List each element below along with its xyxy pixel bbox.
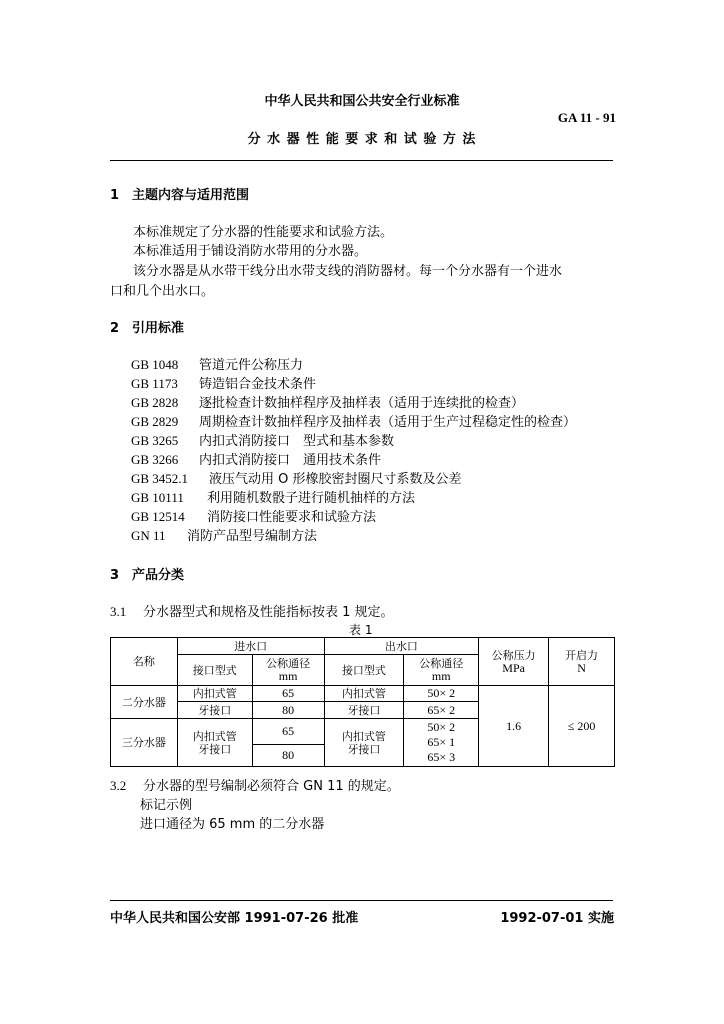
- force-value: ≤ 200: [549, 686, 615, 767]
- row-2way-outlet-conn-b: 牙接口: [324, 702, 404, 719]
- reference-title: 铸造铝合金技术条件: [199, 377, 317, 392]
- row-3way-outlet-conn-a: 内扣式管: [341, 729, 386, 743]
- reference-code: GB 1173: [131, 376, 178, 391]
- example-text: 进口通径为 65 mm 的二分水器: [140, 817, 325, 832]
- row-2way-outlet-50: 50× 2: [404, 686, 479, 702]
- section-3-heading: 3 产品分类: [110, 568, 185, 583]
- header-rule: [110, 160, 613, 161]
- reference-item: [131, 354, 303, 373]
- reference-title: 管道元件公称压力: [199, 358, 304, 373]
- row-2way-inlet-dia-80: 80: [252, 702, 324, 719]
- row-3way-inlet-dia-80: 80: [252, 745, 324, 767]
- section-1-para-3-line-2: 口和几个出水口。: [110, 284, 215, 299]
- row-3way-inlet-conn: [177, 719, 252, 767]
- effective-date: 1992-07-01 实施: [500, 911, 614, 926]
- reference-code: GB 3265: [131, 433, 179, 448]
- section-1-para-2: 本标准适用于铺设消防水带用的分水器。: [133, 244, 368, 259]
- reference-code: GB 3452.1: [131, 471, 189, 486]
- section-1-para-3-line-1: 该分水器是从水带干线分出水带支线的消防器材。每一个分水器有一个进水: [133, 264, 563, 279]
- reference-title: 逐批检查计数抽样程序及抽样表（适用于连续批的检查）: [199, 396, 525, 411]
- reference-item: [131, 449, 381, 468]
- reference-title: 利用随机数骰子进行随机抽样的方法: [207, 491, 416, 506]
- section-2-heading: 2 引用标准: [110, 321, 185, 336]
- standard-code: GA 11 - 91: [557, 110, 616, 125]
- header-outlet: 出水口: [324, 638, 479, 655]
- row-3way-outlet-conn: [324, 719, 404, 767]
- reference-title: 内扣式消防接口 型式和基本参数: [199, 434, 395, 449]
- row-3way-inlet-dia-65: 65: [252, 719, 324, 745]
- row-3way-name: 三分水器: [111, 719, 178, 767]
- clause-text: 分水器型式和规格及性能指标按表 1 规定。: [143, 605, 394, 620]
- clause-3-1: [110, 601, 394, 620]
- header-inlet-conn: 接口型式: [177, 655, 252, 686]
- header-inlet-dia-label: 公称通径: [266, 657, 311, 670]
- reference-code: GB 12514: [131, 509, 185, 524]
- header-force-unit: N: [577, 660, 586, 675]
- clause-number: 3.1: [110, 604, 127, 619]
- reference-item: [131, 525, 317, 544]
- reference-title: 液压气动用 O 形橡胶密封圈尺寸系数及公差: [209, 472, 462, 487]
- header-pressure: [479, 638, 549, 686]
- section-1-heading: 1 主题内容与适用范围: [110, 188, 250, 203]
- row-3way-outlet-dia: [404, 719, 479, 767]
- row-2way-inlet-dia-65: 65: [252, 686, 324, 702]
- reference-item: [131, 392, 524, 411]
- row-2way-name: 二分水器: [111, 686, 178, 719]
- pressure-value: 1.6: [479, 686, 549, 767]
- header-inlet: 进水口: [177, 638, 324, 655]
- footer-rule: [110, 900, 613, 901]
- example-label: 标记示例: [140, 798, 193, 813]
- reference-item: [131, 373, 316, 392]
- reference-item: [131, 506, 376, 525]
- clause-text: 分水器的型号编制必须符合 GN 11 的规定。: [143, 779, 400, 794]
- issuer-title: 中华人民共和国公共安全行业标准: [264, 94, 460, 109]
- reference-item: [131, 430, 394, 449]
- reference-code: GB 1048: [131, 357, 179, 372]
- reference-title: 内扣式消防接口 通用技术条件: [199, 453, 382, 468]
- reference-code: GB 10111: [131, 490, 184, 505]
- reference-code: GB 2829: [131, 414, 179, 429]
- row-3way-outlet-conn-b: 牙接口: [347, 742, 381, 756]
- document-title: 分 水 器 性 能 要 求 和 试 验 方 法: [247, 132, 477, 147]
- reference-item: [131, 487, 415, 506]
- header-outlet-dia: [404, 655, 479, 686]
- reference-code: GB 2828: [131, 395, 179, 410]
- clause-number: 3.2: [110, 778, 127, 793]
- reference-item: [131, 411, 576, 430]
- row-3way-outlet-65-3: 65× 3: [427, 750, 456, 764]
- spec-table: [110, 637, 615, 767]
- header-outlet-dia-unit: mm: [431, 669, 451, 683]
- row-3way-inlet-conn-b: 牙接口: [198, 742, 232, 756]
- header-pressure-unit: MPa: [502, 660, 525, 675]
- row-3way-inlet-conn-a: 内扣式管: [192, 729, 237, 743]
- section-1-para-1: 本标准规定了分水器的性能要求和试验方法。: [133, 225, 394, 240]
- header-inlet-dia: [252, 655, 324, 686]
- row-2way-inlet-conn-b: 牙接口: [177, 702, 252, 719]
- row-2way-outlet-65: 65× 2: [404, 702, 479, 719]
- reference-title: 消防接口性能要求和试验方法: [207, 510, 377, 525]
- header-pressure-label: 公称压力: [491, 648, 536, 662]
- clause-3-2: [110, 775, 400, 794]
- table-caption: 表 1: [349, 623, 373, 637]
- reference-title: 消防产品型号编制方法: [187, 529, 318, 544]
- header-outlet-conn: 接口型式: [324, 655, 404, 686]
- reference-code: GN 11: [131, 528, 166, 543]
- header-name: 名称: [111, 638, 178, 686]
- row-3way-outlet-50: 50× 2: [427, 720, 456, 734]
- reference-item: [131, 468, 462, 487]
- row-2way-inlet-conn-a: 内扣式管: [177, 686, 252, 702]
- reference-title: 周期检查计数抽样程序及抽样表（适用于生产过程稳定性的检查）: [199, 415, 577, 430]
- header-force-label: 开启力: [565, 648, 599, 662]
- header-inlet-dia-unit: mm: [278, 669, 298, 683]
- approval-line: 中华人民共和国公安部 1991-07-26 批准: [110, 911, 359, 926]
- header-outlet-dia-label: 公称通径: [419, 657, 464, 670]
- reference-code: GB 3266: [131, 452, 179, 467]
- header-force: [549, 638, 615, 686]
- row-3way-outlet-65-1: 65× 1: [427, 735, 456, 749]
- row-2way-outlet-conn-a: 内扣式管: [324, 686, 404, 702]
